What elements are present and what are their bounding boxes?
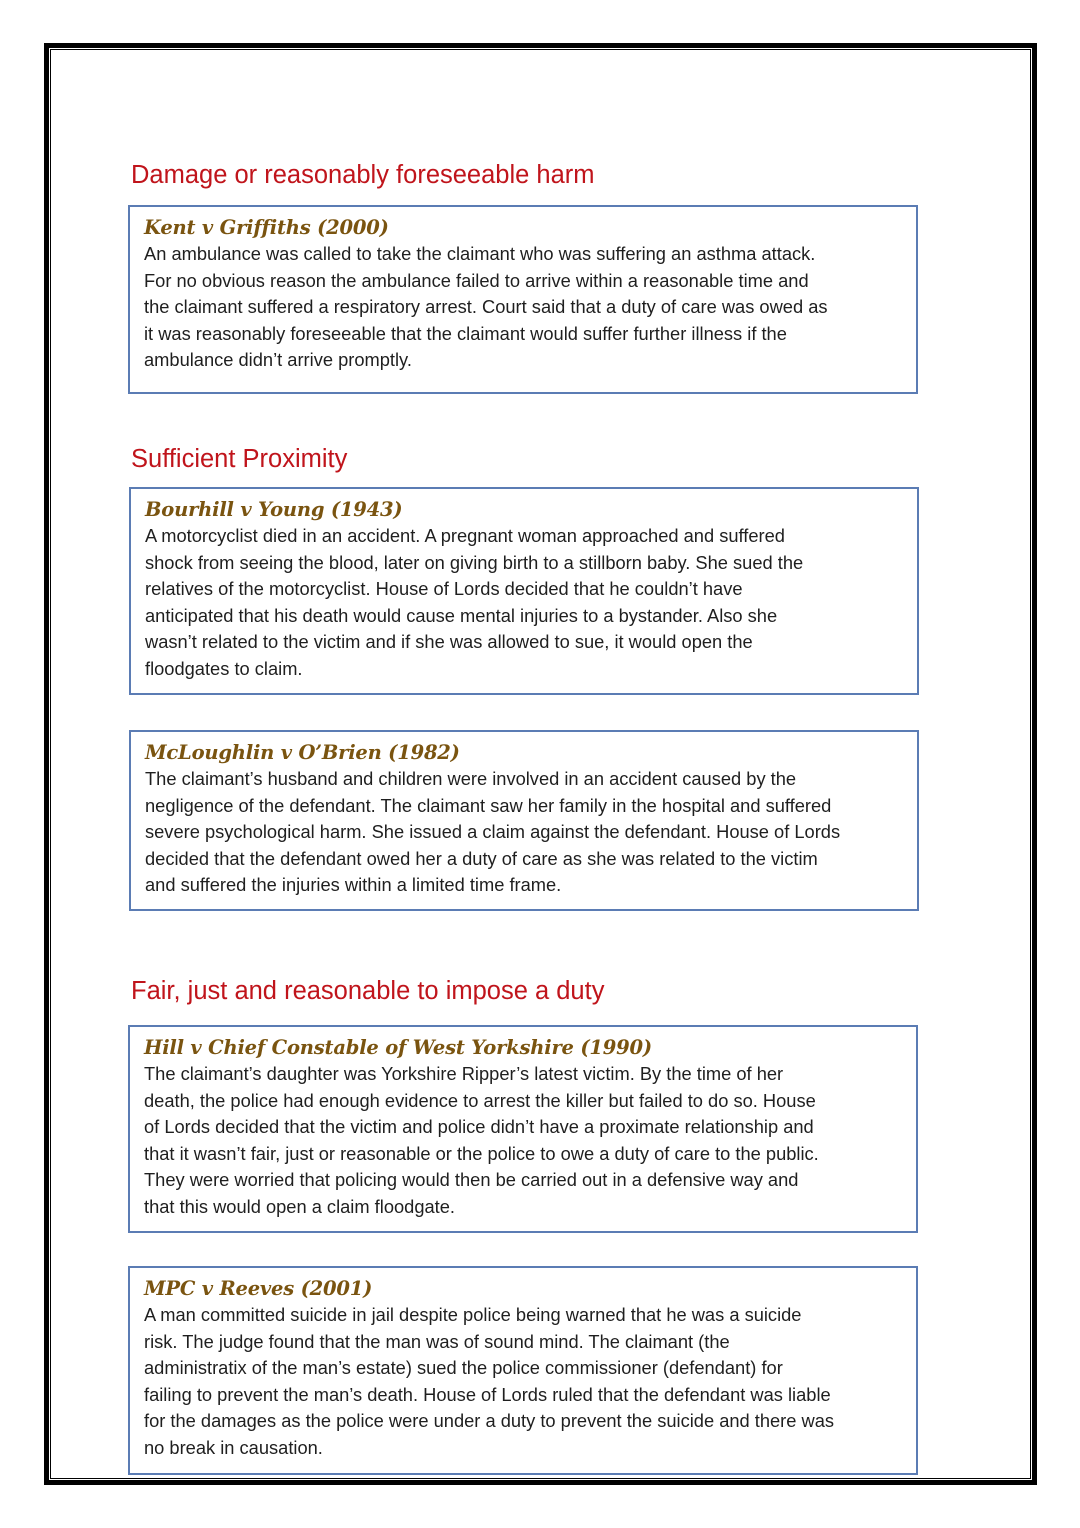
case-title: Bourhill v Young (1943) <box>145 498 403 521</box>
case-text-line: anticipated that his death would cause mental injuries to a bystander. Also she <box>145 604 778 626</box>
case-text-line: For no obvious reason the ambulance failed to arrive within a reasonable time and <box>144 269 809 291</box>
case-title: McLoughlin v O’Brien (1982) <box>145 741 460 764</box>
case-description <box>145 766 904 899</box>
case-text-line: it was reasonably foreseeable that the claimant would suffer further illness if the <box>144 322 787 344</box>
case-text-line: A motorcyclist died in an accident. A pregnant woman approached and suffered <box>145 525 785 546</box>
case-title: Kent v Griffiths (2000) <box>144 216 389 239</box>
case-text-line: The claimant’s husband and children were involved in an accident caused by the <box>145 768 797 789</box>
case-text-line: wasn’t related to the victim and if she was allowed to sue, it would open the <box>145 631 753 653</box>
case-text-line: floodgates to claim. <box>145 657 303 679</box>
case-title: Hill v Chief Constable of West Yorkshire (1990) <box>144 1036 652 1059</box>
case-text-line: of Lords decided that the victim and police didn’t have a proximate relationship and <box>144 1116 814 1138</box>
case-text-line: decided that the defendant owed her a duty of care as she was related to the victim <box>145 847 818 869</box>
section-heading-sufficient-proximity: Sufficient Proximity <box>131 445 348 473</box>
case-description <box>144 241 903 374</box>
case-description <box>144 1302 903 1462</box>
case-text-line: They were worried that policing would then be carried out in a defensive way and <box>144 1169 799 1191</box>
case-text-line: administratix of the man’s estate) sued the police commissioner (defendant) for <box>144 1357 783 1379</box>
case-text-line: for the damages as the police were under a duty to prevent the suicide and there was <box>144 1410 835 1432</box>
case-text-line: The claimant’s daughter was Yorkshire Ripper’s latest victim. By the time of her <box>144 1063 784 1084</box>
case-box-mcloughlin-v-obrien <box>129 730 919 911</box>
case-text-line: ambulance didn’t arrive promptly. <box>144 349 412 371</box>
case-description <box>144 1061 903 1221</box>
case-text-line: and suffered the injuries within a limited time frame. <box>145 874 562 896</box>
case-box-bourhill-v-young <box>129 487 919 695</box>
section-heading-foreseeable-harm: Damage or reasonably foreseeable harm <box>131 161 595 189</box>
case-box-kent-v-griffiths <box>128 205 918 394</box>
case-text-line: severe psychological harm. She issued a claim against the defendant. House of Lords <box>145 821 841 843</box>
case-text-line: that it wasn’t fair, just or reasonable or the police to owe a duty of care to the public. <box>144 1142 819 1164</box>
case-text-line: death, the police had enough evidence to arrest the killer but failed to do so. House <box>144 1089 816 1111</box>
case-text-line: no break in causation. <box>144 1436 323 1458</box>
case-text-line: risk. The judge found that the man was of sound mind. The claimant (the <box>144 1330 730 1352</box>
section-heading-fair-just-reasonable: Fair, just and reasonable to impose a duty <box>131 977 605 1005</box>
case-text-line: the claimant suffered a respiratory arrest. Court said that a duty of care was owed as <box>144 296 828 318</box>
case-text-line: A man committed suicide in jail despite police being warned that he was a suicide <box>144 1304 802 1325</box>
case-description <box>145 523 904 683</box>
case-text-line: failing to prevent the man’s death. House of Lords ruled that the defendant was liable <box>144 1383 831 1405</box>
case-box-hill-v-chief-constable <box>128 1025 918 1233</box>
case-text-line: An ambulance was called to take the claimant who was suffering an asthma attack. <box>144 243 816 264</box>
case-box-mpc-v-reeves <box>128 1266 918 1475</box>
case-text-line: negligence of the defendant. The claimant saw her family in the hospital and suffered <box>145 794 832 816</box>
case-title: MPC v Reeves (2001) <box>144 1277 373 1300</box>
case-text-line: shock from seeing the blood, later on giving birth to a stillborn baby. She sued the <box>145 551 804 573</box>
case-text-line: that this would open a claim floodgate. <box>144 1195 455 1217</box>
case-text-line: relatives of the motorcyclist. House of Lords decided that he couldn’t have <box>145 578 743 600</box>
